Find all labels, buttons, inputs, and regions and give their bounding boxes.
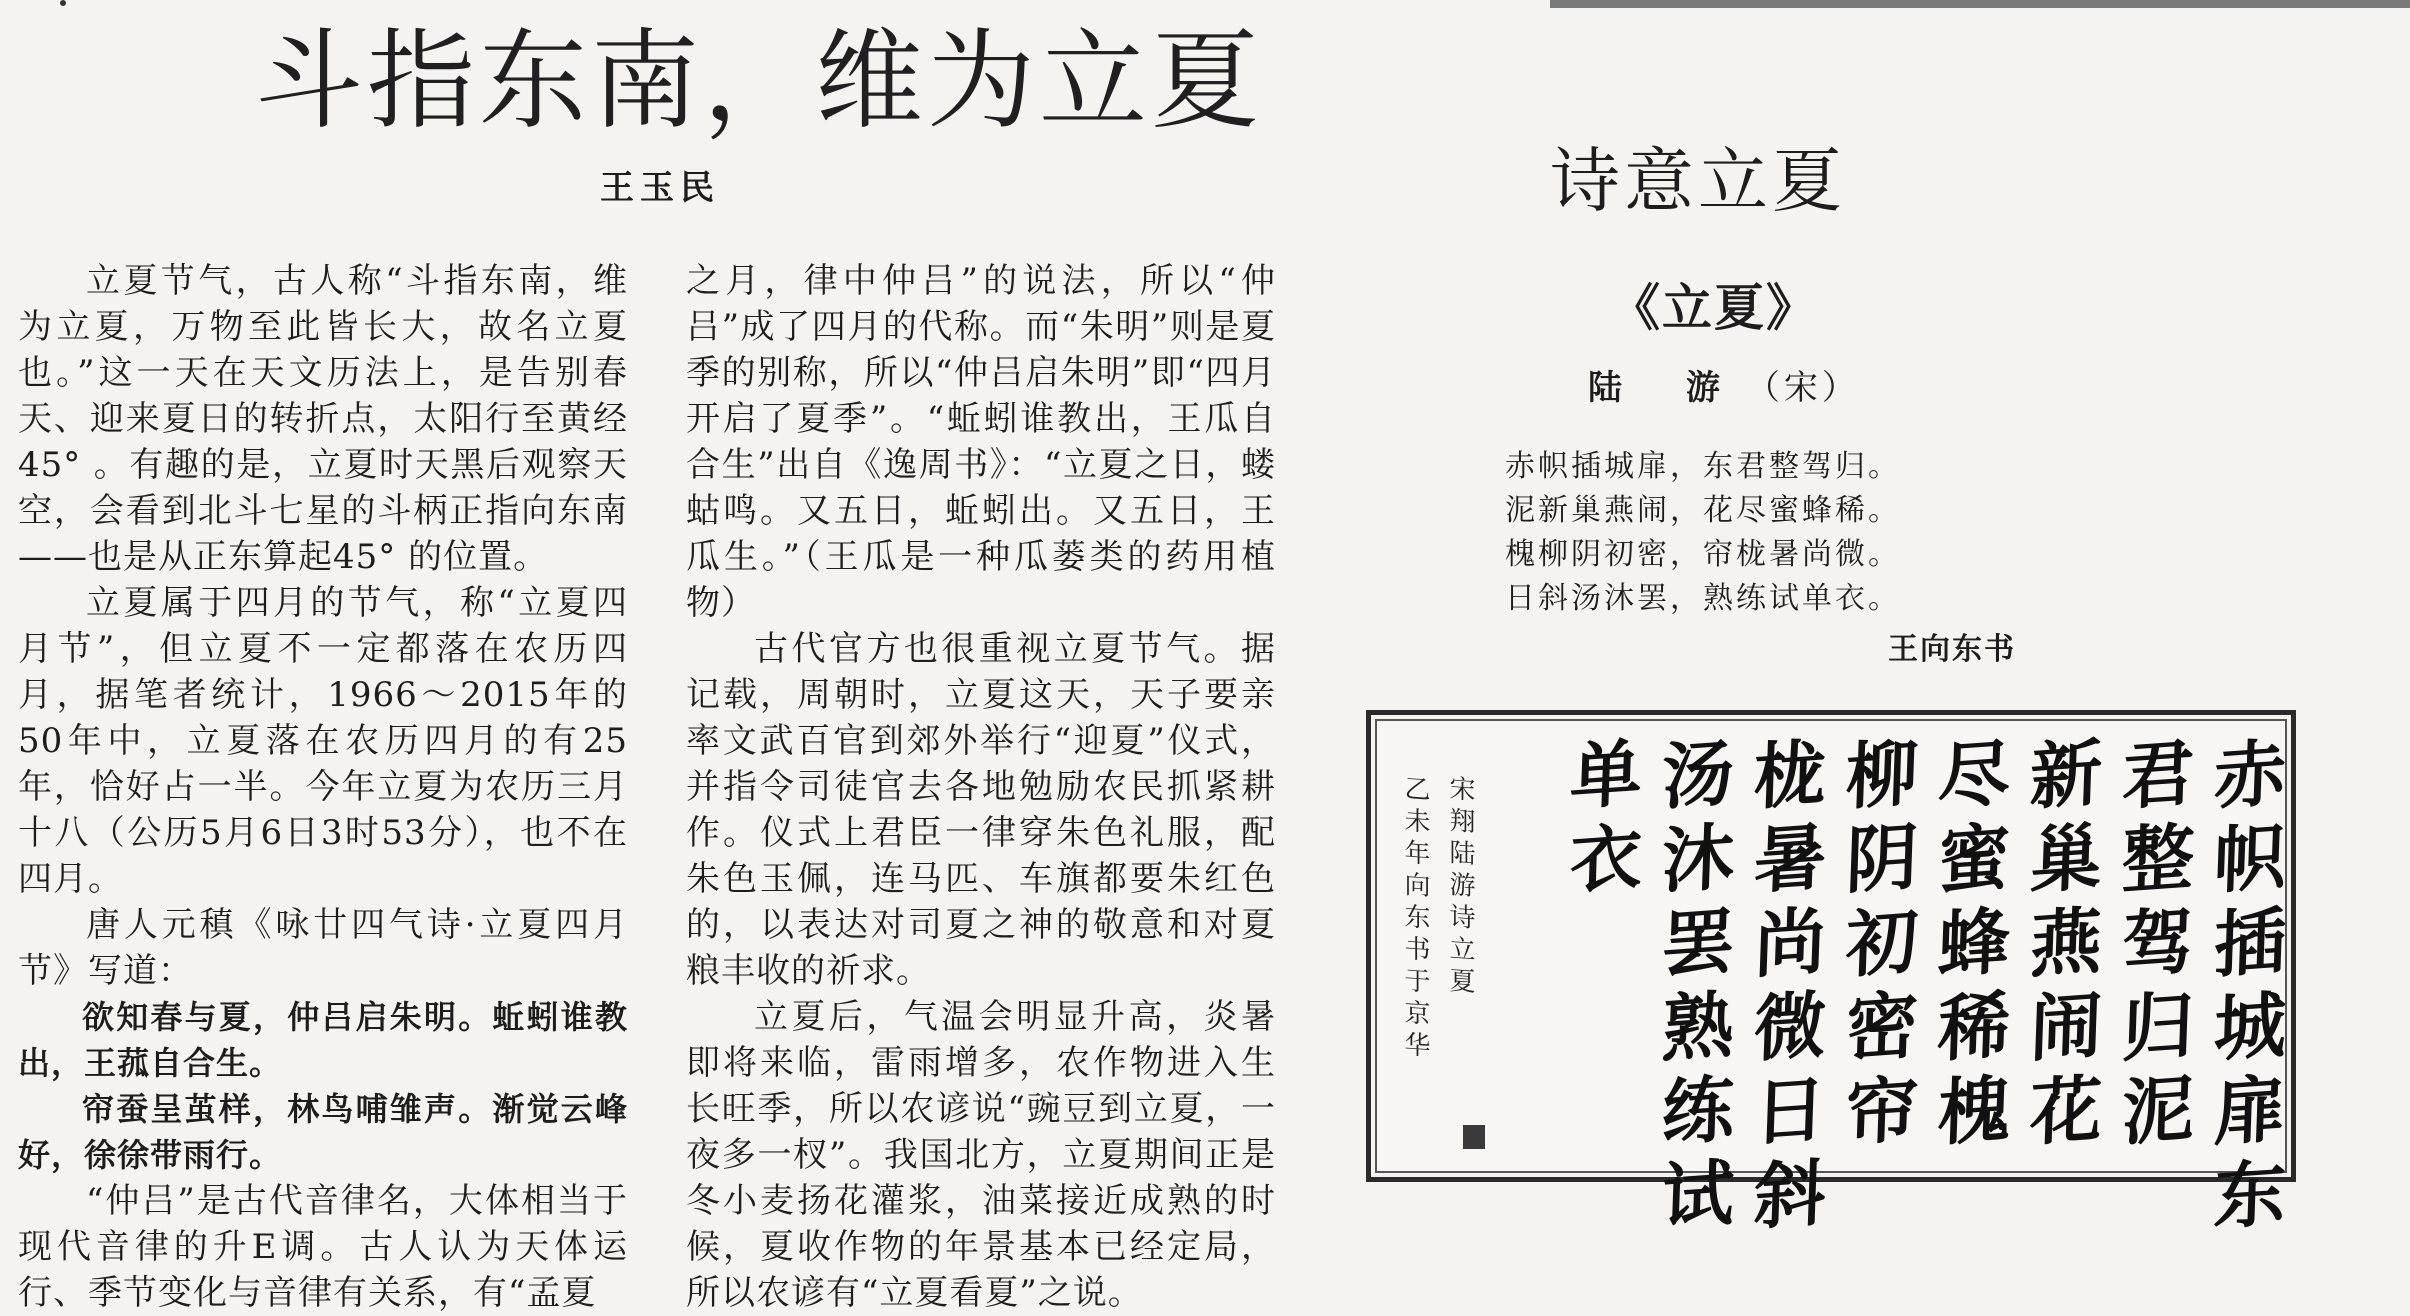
article-paragraph: 唐人元稹《咏廿四气诗·立夏四月节》写道： bbox=[18, 905, 628, 991]
calligraphy-glyph: 蜂 bbox=[1936, 897, 2012, 988]
calligraphy-glyph: 微 bbox=[1752, 981, 1828, 1072]
calligraphy-glyph: 扉 bbox=[2212, 1065, 2288, 1156]
poem-title: 《立夏》 bbox=[1610, 278, 1818, 337]
calligraphy-glyph: 栊 bbox=[1752, 729, 1828, 820]
calligraphy-column bbox=[1565, 729, 1647, 1237]
poem-line: 槐柳阴初密，帘栊暑尚微。 bbox=[1505, 537, 1901, 572]
poem-line: 日斜汤沐罢，熟练试单衣。 bbox=[1505, 581, 1901, 616]
article-column-2 bbox=[686, 258, 1276, 1316]
calligraphy-glyph: 帘 bbox=[1844, 1065, 1920, 1156]
poem-author-line bbox=[1588, 360, 1860, 409]
calligraphy-column bbox=[2025, 729, 2107, 1237]
calligraphy-glyph: 斜 bbox=[1752, 1149, 1828, 1240]
seal-stamp bbox=[1463, 1125, 1485, 1149]
inscription-column: 乙未年向东书于京华 bbox=[1400, 773, 1430, 1065]
calligraphy-column bbox=[2209, 729, 2291, 1240]
calligraphy-glyph: 阴 bbox=[1844, 813, 1920, 904]
poem-lines bbox=[1505, 445, 1901, 621]
article-title: 斗指东南，维为立夏 bbox=[255, 19, 1264, 144]
calligraphy-glyph: 城 bbox=[2212, 981, 2288, 1072]
calligraphy-glyph: 熟 bbox=[1660, 981, 1736, 1072]
top-divider bbox=[1550, 0, 2410, 8]
calligraphy-column bbox=[1657, 729, 1739, 1240]
article-column-1 bbox=[18, 258, 628, 1316]
calligraphy-column bbox=[1749, 729, 1831, 1240]
calligraphy-glyph: 花 bbox=[2028, 1065, 2104, 1156]
quoted-poem-line: 欲知春与夏，仲吕启朱明。蚯蚓谁教出，王菰自合生。 bbox=[18, 998, 628, 1082]
calligraphy-glyph: 燕 bbox=[2028, 897, 2104, 988]
calligraphy-glyph: 沐 bbox=[1660, 813, 1736, 904]
poem-line: 赤帜插城扉，东君整驾归。 bbox=[1505, 449, 1901, 484]
calligraphy-glyph: 闹 bbox=[2028, 981, 2104, 1072]
calligraphy-glyph: 尚 bbox=[1752, 897, 1828, 988]
calligraphy-glyph: 尽 bbox=[1936, 729, 2012, 820]
article-paragraph: “仲吕”是古代音律名，大体相当于现代音律的升E调。古人认为天体运行、季节变化与音律有关系，有“孟夏 bbox=[18, 1181, 628, 1313]
calligraphy-glyph: 插 bbox=[2212, 897, 2288, 988]
calligraphy-artwork bbox=[1366, 710, 2296, 1240]
calligraphy-glyph: 新 bbox=[2028, 729, 2104, 820]
calligraphy-inscription bbox=[1397, 775, 1479, 1063]
calligraphy-glyph: 泥 bbox=[2120, 1065, 2196, 1156]
calligraphy-glyph: 帜 bbox=[2212, 813, 2288, 904]
calligraphy-glyph: 蜜 bbox=[1936, 813, 2012, 904]
calligraphy-column bbox=[1933, 729, 2015, 1237]
calligraphy-glyph: 君 bbox=[2120, 729, 2196, 820]
poet-name: 陆 游 bbox=[1588, 368, 1746, 408]
quoted-poem-line: 帘蚕呈茧样，林鸟哺雏声。渐觉云峰好，徐徐带雨行。 bbox=[18, 1090, 628, 1174]
article-paragraph: 古代官方也很重视立夏节气。据记载，周朝时，立夏这天，天子要亲率文武百官到郊外举行“迎夏”仪式，并指令司徒官去各地勉励农民抓紧耕作。仪式上君臣一律穿朱色礼服，配朱色玉佩，连马匹、车旗都要朱红色的，以表达对司夏之神的敬意和对夏粮丰收的祈求。 bbox=[686, 629, 1276, 991]
calligraphy-glyph: 东 bbox=[2212, 1149, 2288, 1240]
calligraphy-glyph: 汤 bbox=[1660, 729, 1736, 820]
calligraphy-glyph: 初 bbox=[1844, 897, 1920, 988]
poem-line: 泥新巢燕闹，花尽蜜蜂稀。 bbox=[1505, 493, 1901, 528]
article-paragraph: 立夏属于四月的节气，称“立夏四月节”，但立夏不一定都落在农历四月，据笔者统计，1966～2015年的50年中，立夏落在农历四月的有25年，恰好占一半。今年立夏为农历三月十八（公历5月6日3时53分），也不在四月。 bbox=[18, 583, 628, 899]
article-paragraph: 立夏后，气温会明显升高，炎暑即将来临，雷雨增多，农作物进入生长旺季，所以农谚说“豌豆到立夏，一夜多一杈”。我国北方，立夏期间正是冬小麦扬花灌浆，油菜接近成熟的时候，夏收作物的年景基本已经定局，所以农谚有“立夏看夏”之说。 bbox=[686, 997, 1276, 1313]
poet-dynasty: （宋） bbox=[1745, 368, 1860, 408]
poem-section bbox=[1310, 0, 2288, 1279]
calligraphy-columns bbox=[1565, 729, 2291, 1240]
calligraphy-glyph: 练 bbox=[1660, 1065, 1736, 1156]
calligraphy-column bbox=[2117, 729, 2199, 1237]
calligraphy-column bbox=[1841, 729, 1923, 1237]
calligraphy-glyph: 柳 bbox=[1844, 729, 1920, 820]
print-speck bbox=[60, 0, 66, 6]
calligraphy-glyph: 巢 bbox=[2028, 813, 2104, 904]
calligraphy-glyph: 驾 bbox=[2120, 897, 2196, 988]
calligraphy-glyph: 稀 bbox=[1936, 981, 2012, 1072]
calligraphy-glyph: 槐 bbox=[1936, 1065, 2012, 1156]
calligraphy-glyph: 密 bbox=[1844, 981, 1920, 1072]
calligraphy-glyph: 罢 bbox=[1660, 897, 1736, 988]
calligraphy-glyph: 赤 bbox=[2212, 729, 2288, 820]
article-author: 王玉民 bbox=[600, 168, 720, 208]
article-paragraph: 立夏节气，古人称“斗指东南，维为立夏，万物至此皆长大，故名立夏也。”这一天在天文历法上，是告别春天、迎来夏日的转折点，太阳行至黄经45° 。有趣的是，立夏时天黑后观察天空，会看到北斗七星的斗柄正指向东南——也是从正东算起45° 的位置。 bbox=[18, 261, 628, 577]
calligraphy-glyph: 整 bbox=[2120, 813, 2196, 904]
calligraphy-glyph: 单 bbox=[1568, 729, 1644, 820]
inscription-column: 宋翔陆游诗立夏 bbox=[1445, 773, 1475, 1001]
calligraphy-glyph: 归 bbox=[2120, 981, 2196, 1072]
poem-section-title: 诗意立夏 bbox=[1550, 140, 1846, 222]
calligraphy-glyph: 衣 bbox=[1568, 813, 1644, 904]
calligraphy-glyph: 日 bbox=[1752, 1065, 1828, 1156]
calligrapher-credit: 王向东书 bbox=[1888, 632, 2016, 667]
calligraphy-glyph: 试 bbox=[1660, 1149, 1736, 1240]
calligraphy-glyph: 暑 bbox=[1752, 813, 1828, 904]
article-paragraph: 之月，律中仲吕”的说法，所以“仲吕”成了四月的代称。而“朱明”则是夏季的别称，所以“仲吕启朱明”即“四月开启了夏季”。“蚯蚓谁教出，王瓜自合生”出自《逸周书》：“立夏之日，蝼蛄鸣。又五日，蚯蚓出。又五日，王瓜生。”（王瓜是一种瓜蒌类的药用植物） bbox=[686, 261, 1276, 623]
